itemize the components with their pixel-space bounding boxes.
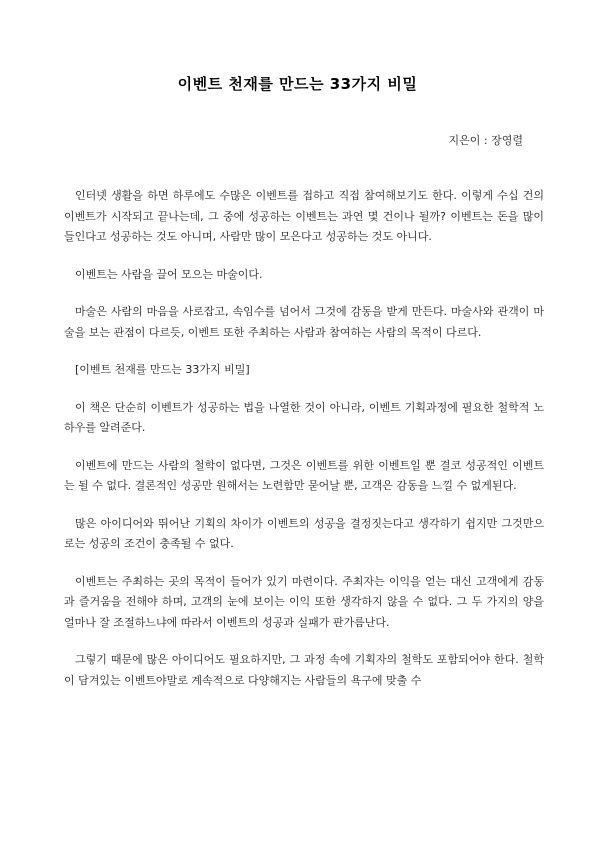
paragraph: 그렇기 때문에 많은 아이디어도 필요하지만, 그 과정 속에 기획자의 철학도 포함되어야 한다. 철학이 담겨있는 이벤트야말로 계속적으로 다양해지는 사람들의 욕구에 맞출 수 [64, 653, 544, 687]
paragraph: 인터넷 생활을 하면 하루에도 수많은 이벤트를 접하고 직접 참여해보기도 한다. 이렇게 수십 건의 이벤트가 시작되고 끝나는데, 그 중에 성공하는 이벤트는 과연 몇 건이나 될까? 이벤트는 돈을 많이 들인다고 성공하는 것도 아니며, 사람만 많이 모은다고 성공하는 것도 아니다. [64, 189, 544, 243]
paragraph: 마술은 사람의 마음을 사로잡고, 속임수를 넘어서 그것에 감동을 받게 만든다. 마술사와 관객이 마술을 보는 관점이 다르듯, 이벤트 또한 주최하는 사람과 참여하는 사람의 목적이 다르다. [64, 305, 544, 339]
document-title: 이벤트 천재를 만드는 33가지 비밀 [177, 75, 418, 93]
book-title-heading: [이벤트 천재를 만드는 33가지 비밀] [75, 363, 250, 376]
paragraph: 이벤트는 사람을 끌어 모으는 마술이다. [75, 267, 263, 281]
paragraph: 많은 아이디어와 뛰어난 기획의 차이가 이벤트의 성공을 결정짓는다고 생각하기 쉽지만 그것만으로는 성공의 조건이 충족될 수 없다. [64, 516, 544, 550]
author-line: 지은이 : 장영렬 [448, 134, 523, 147]
paragraph: 이벤트는 주최하는 곳의 목적이 들어가 있기 마련이다. 주최자는 이익을 얻는 대신 고객에게 감동과 즐거움을 전해야 하며, 고객의 눈에 보이는 이익 또한 생각하지 않을 수 없다. 그 두 가지의 양을 얼마나 잘 조절하느냐에 따라서 이벤트의 성공과 실패가 판가름난다. [64, 574, 544, 629]
paragraph: 이벤트에 만드는 사람의 철학이 없다면, 그것은 이벤트를 위한 이벤트일 뿐 결코 성공적인 이벤트는 될 수 없다. 결론적인 성공만 원해서는 노련함만 묻어날 뿐, 고객은 감동을 느낄 수 없게된다. [64, 458, 544, 492]
paragraph: 이 책은 단순히 이벤트가 성공하는 법을 나열한 것이 아니라, 이벤트 기획과정에 필요한 철학적 노하우를 알려준다. [64, 400, 544, 434]
document-body [64, 186, 544, 708]
